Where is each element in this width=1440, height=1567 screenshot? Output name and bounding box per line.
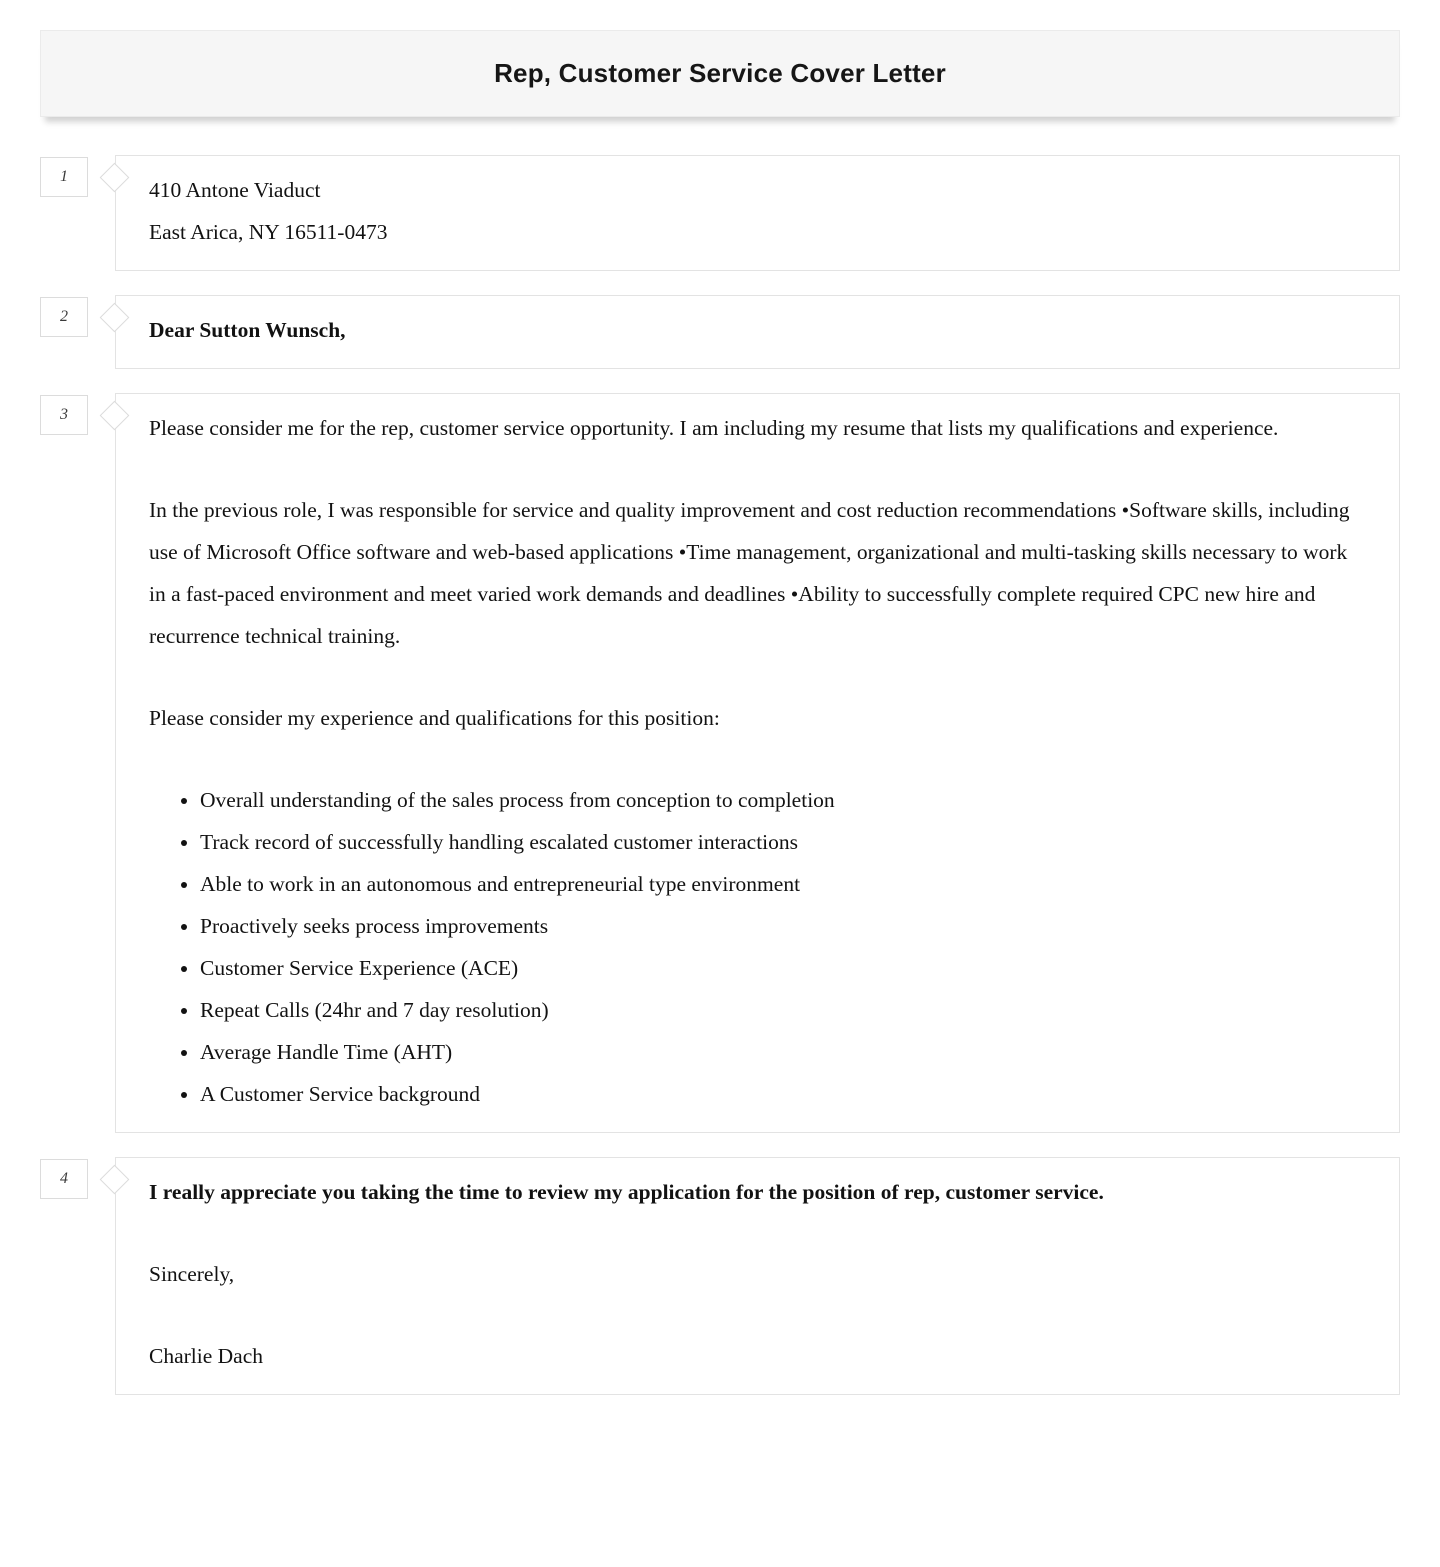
body-paragraph-1: Please consider me for the rep, customer service opportunity. I am including my resume that lists my qualifications and experience. [149,416,1279,440]
address-line-2: East Arica, NY 16511-0473 [149,220,388,244]
page-title: Rep, Customer Service Cover Letter [494,58,946,88]
list-item: • Proactively seeks process improvements [200,905,1363,947]
section-2-number-badge [40,297,88,337]
section-pointer-icon [100,163,130,193]
section-number: 3 [60,406,68,423]
list-item: • Customer Service Experience (ACE) [200,947,1363,989]
section-number: 2 [60,308,68,325]
signature-name: Charlie Dach [149,1344,264,1368]
list-item: • Track record of successfully handling escalated customer interactions [200,821,1363,863]
list-item: • Repeat Calls (24hr and 7 day resolution) [200,989,1363,1031]
section-3-number-badge [40,395,88,435]
section-salutation [40,295,1400,369]
salutation-text: Dear Sutton Wunsch, [149,318,346,342]
section-pointer-icon [100,1165,130,1195]
section-1-number-badge [40,157,88,197]
section-pointer-icon [100,303,130,333]
list-item: • Able to work in an autonomous and entrepreneurial type environment [200,863,1363,905]
list-item: • Overall understanding of the sales process from conception to completion [200,779,1363,821]
qualifications-list [149,779,1363,1115]
list-item: • Average Handle Time (AHT) [200,1031,1363,1073]
section-number: 1 [60,168,68,185]
body-box [115,393,1400,1133]
address-box [115,155,1400,271]
address-line-1: 410 Antone Viaduct [149,178,321,202]
body-paragraph-3: Please consider my experience and qualifications for this position: [149,706,720,730]
section-address [40,155,1400,271]
section-4-number-badge [40,1159,88,1199]
section-number: 4 [60,1170,68,1187]
signoff-text: Sincerely, [149,1262,235,1286]
list-item: • A Customer Service background [200,1073,1363,1115]
closing-box [115,1157,1400,1395]
body-paragraph-2: In the previous role, I was responsible for service and quality improvement and cost reduction recommendations •Software skills, including use of Microsoft Office software and web-based applications •Time management, organizational and multi-tasking skills necessary to work in a fast-paced environment and meet varied work demands and deadlines •Ability to successfully complete required CPC new hire and recurrence technical training. [149,498,1350,648]
section-closing [40,1157,1400,1395]
salutation-box [115,295,1400,369]
closing-statement: I really appreciate you taking the time to review my application for the position of rep, customer service. [149,1180,1104,1204]
section-body [40,393,1400,1133]
page-header [40,30,1400,117]
section-pointer-icon [100,401,130,431]
